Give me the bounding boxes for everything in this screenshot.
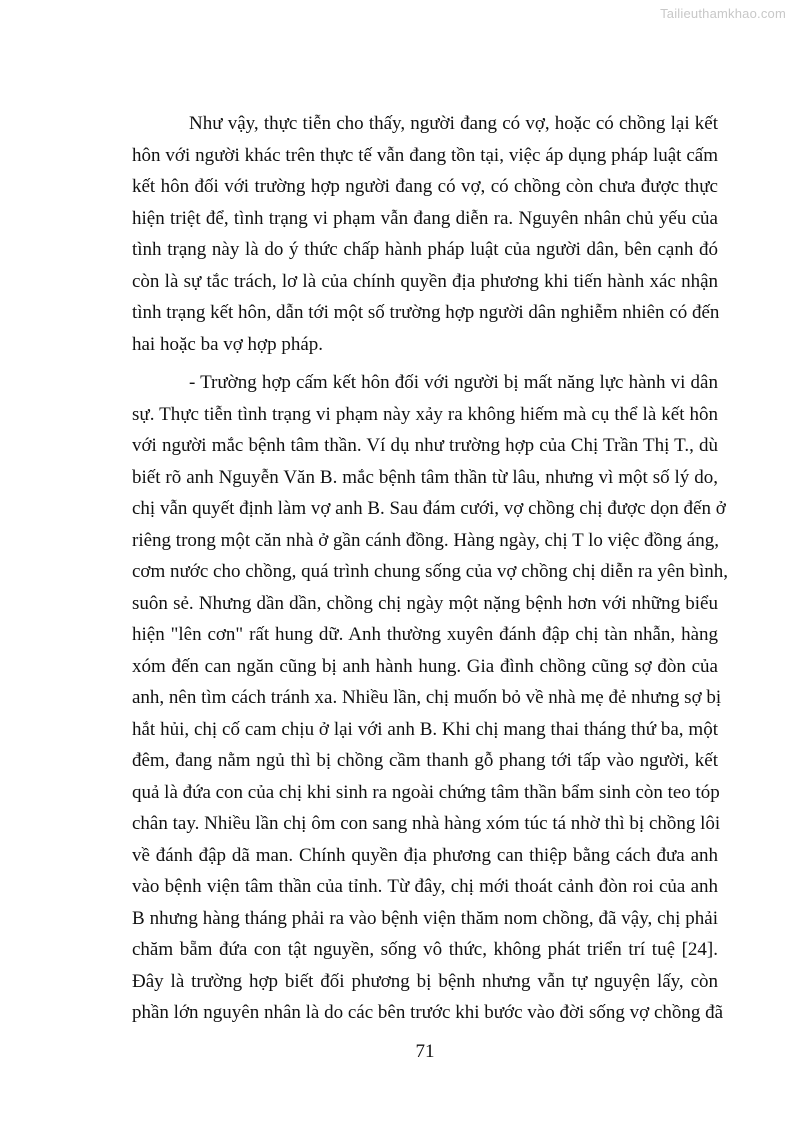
- text-line: vào bệnh viện tâm thần của tỉnh. Từ đây, chị mới thoát cảnh đòn roi của anh: [132, 876, 718, 897]
- text-line: biết rõ anh Nguyễn Văn B. mắc bệnh tâm thần từ lâu, nhưng vì một số lý do,: [132, 466, 718, 488]
- text-line: hiện triệt để, tình trạng vi phạm vẫn đang diễn ra. Nguyên nhân chủ yếu của: [132, 207, 718, 229]
- text-line: đêm, đang nằm ngủ thì bị chồng cầm thanh gỗ phang tới tấp vào người, kết: [132, 750, 718, 771]
- text-line: anh, nên tìm cách tránh xa. Nhiều lần, chị muốn bỏ về nhà mẹ đẻ nhưng sợ bị: [132, 687, 722, 708]
- text-line: Đây là trường hợp biết đối phương bị bệnh nhưng vẫn tự nguyện lấy, còn: [132, 970, 718, 992]
- paragraph-1: [132, 108, 718, 360]
- text-line: tình trạng này là do ý thức chấp hành pháp luật của người dân, bên cạnh đó: [132, 239, 718, 260]
- text-line: suôn sẻ. Nhưng dần dần, chồng chị ngày một nặng bệnh hơn với những biểu: [132, 592, 718, 614]
- text-line: riêng trong một căn nhà ở gần cánh đồng. Hàng ngày, chị T lo việc đồng áng,: [132, 529, 719, 551]
- text-line: với người mắc bệnh tâm thần. Ví dụ như trường hợp của Chị Trần Thị T., dù: [132, 435, 718, 456]
- text-line: sự. Thực tiễn tình trạng vi phạm này xảy ra không hiếm mà cụ thể là kết hôn: [132, 403, 718, 425]
- text-line: hắt hủi, chị cố cam chịu ở lại với anh B. Khi chị mang thai tháng thứ ba, một: [132, 718, 718, 740]
- text-line: còn là sự tắc trách, lơ là của chính quyền địa phương khi tiến hành xác nhận: [132, 270, 718, 292]
- text-line: chân tay. Nhiều lần chị ôm con sang nhà hàng xóm túc tá nhờ thì bị chồng lôi: [132, 813, 721, 834]
- text-line: quả là đứa con của chị khi sinh ra ngoài chứng tâm thần bẩm sinh còn teo tóp: [132, 781, 720, 803]
- text-line: Như vậy, thực tiễn cho thấy, người đang có vợ, hoặc có chồng lại kết: [189, 113, 718, 134]
- text-line: tình trạng kết hôn, dẫn tới một số trường hợp người dân nghiễm nhiên có đến: [132, 302, 720, 323]
- paragraph-2: [132, 367, 729, 1029]
- text-line: hôn với người khác trên thực tế vẫn đang tồn tại, việc áp dụng pháp luật cấm: [132, 144, 718, 166]
- text-line: về đánh đập dã man. Chính quyền địa phương can thiệp bằng cách đưa anh: [132, 844, 718, 866]
- document-body: [132, 108, 729, 1029]
- watermark: Tailieuthamkhao.com: [660, 6, 786, 21]
- text-line: B nhưng hàng tháng phải ra vào bệnh viện thăm nom chồng, đã vậy, chị phải: [132, 907, 718, 929]
- text-line: cơm nước cho chồng, quá trình chung sống của vợ chồng chị diễn ra yên bình,: [132, 561, 729, 582]
- text-line: chị vẫn quyết định làm vợ anh B. Sau đám cưới, vợ chồng chị được dọn đến ở: [132, 498, 726, 519]
- text-line: chăm bẵm đứa con tật nguyền, sống vô thức, không phát triển trí tuệ [24].: [132, 939, 718, 960]
- text-line: hai hoặc ba vợ hợp pháp.: [132, 333, 324, 355]
- page-number: 71: [415, 1041, 435, 1062]
- text-line: xóm đến can ngăn cũng bị anh hành hung. Gia đình chồng cũng sợ đòn của: [132, 655, 718, 677]
- text-line: hiện "lên cơn" rất hung dữ. Anh thường xuyên đánh đập chị tàn nhẫn, hàng: [132, 624, 718, 645]
- text-line: kết hôn đối với trường hợp người đang có vợ, có chồng còn chưa được thực: [132, 176, 718, 197]
- text-line: - Trường hợp cấm kết hôn đối với người bị mất năng lực hành vi dân: [189, 372, 718, 393]
- text-line: phần lớn nguyên nhân là do các bên trước khi bước vào đời sống vợ chồng đã: [132, 1002, 724, 1023]
